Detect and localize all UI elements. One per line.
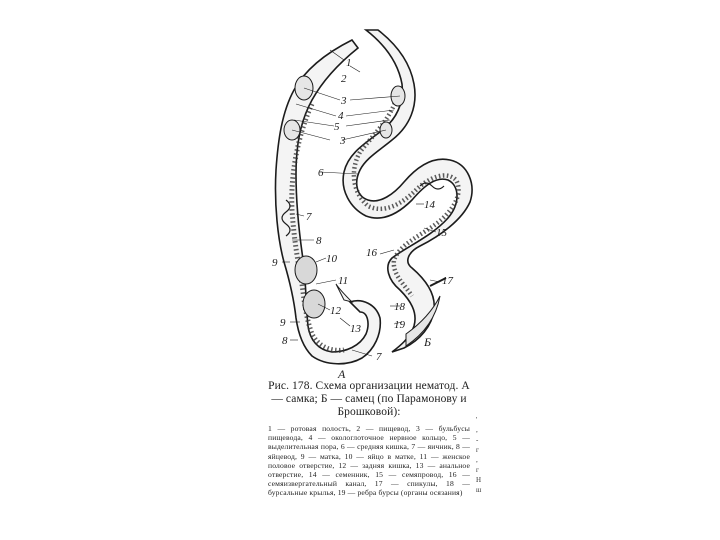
label-8b: 8 — [282, 335, 288, 347]
label-15: 15 — [436, 227, 447, 239]
edge-char: , — [476, 456, 478, 464]
label-11: 11 — [338, 275, 349, 287]
clipped-edge-text — [476, 415, 484, 495]
edge-char: ш — [476, 486, 482, 494]
label-1: 1 — [346, 57, 352, 69]
panel-label-b: Б — [424, 335, 432, 349]
label-3b: 3 — [340, 135, 346, 147]
label-16: 16 — [366, 247, 377, 259]
label-9: 9 — [272, 257, 278, 269]
edge-char: г — [476, 446, 479, 454]
label-12: 12 — [330, 305, 341, 317]
label-4: 4 — [338, 110, 344, 122]
label-8: 8 — [316, 235, 322, 247]
edge-char: Н — [476, 476, 482, 484]
caption-title: Рис. 178. Схема организации нематод. А — самка; Б — самец (по Парамонову и Брошковой): — [268, 380, 470, 418]
label-5: 5 — [334, 121, 340, 133]
label-13: 13 — [350, 323, 361, 335]
caption-legend: 1 — ротовая полость, 2 — пищевод, 3 — бульбусы пищевода, 4 — окологлоточное нервное кольцо, 5 — выделительная пора, 6 — средняя кишка, 7 — яичник, 8 — яйцевод, 9 — матка, 10 — яйцо в матке, 11 — женское половое отверстие, 12 — задняя кишка, 13 — анальное отверстие, 14 — семенник, 15 — семяпровод, 16 — семяизвергательный канал, 17 — спикулы, 18 — бурсальные крылья, 19 — ребра бурсы (органы осязания) — [268, 424, 470, 498]
label-2: 2 — [341, 73, 347, 85]
figure-caption — [268, 380, 470, 498]
label-17: 17 — [442, 275, 453, 287]
label-7: 7 — [306, 211, 312, 223]
label-6: 6 — [318, 167, 324, 179]
label-14: 14 — [424, 199, 435, 211]
edge-char: , — [476, 426, 478, 434]
label-9b: 9 — [280, 317, 286, 329]
label-18: 18 — [394, 301, 405, 313]
female-egg-lower — [303, 290, 325, 318]
edge-char: ' — [476, 416, 478, 424]
label-3: 3 — [341, 95, 347, 107]
label-19: 19 — [394, 319, 405, 331]
panel-label-a: А — [338, 367, 346, 381]
edge-char: г — [476, 466, 479, 474]
label-10: 10 — [326, 253, 337, 265]
edge-char: - — [476, 436, 479, 444]
female-egg-upper — [295, 256, 317, 284]
label-7b: 7 — [376, 351, 382, 363]
